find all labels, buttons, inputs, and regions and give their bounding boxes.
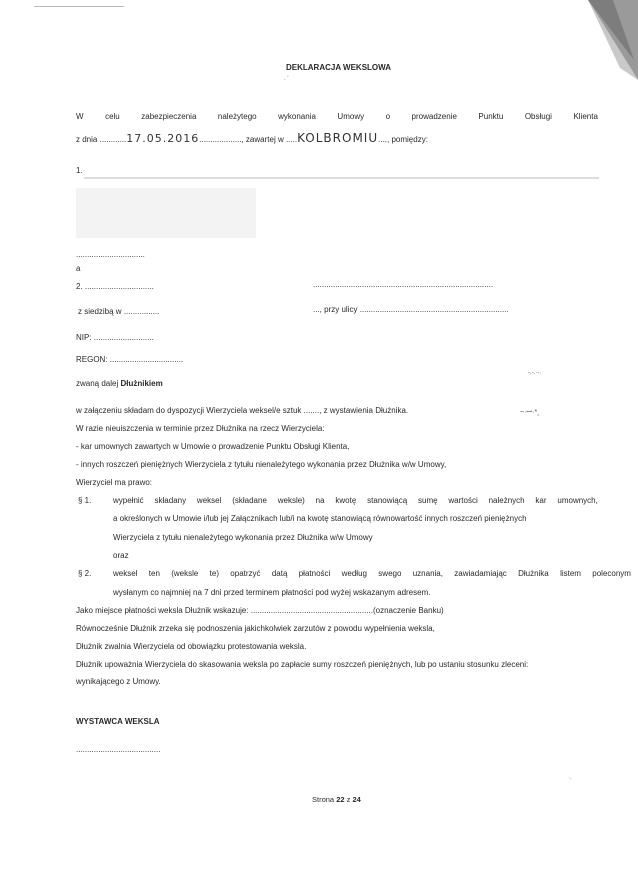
paragraph1-line-1: [113, 496, 598, 505]
paragraph1-word: umownych,: [557, 496, 598, 505]
scan-speck: ·,: [568, 775, 572, 781]
scan-mark: -.-.·-.: [528, 370, 541, 376]
paragraph1-word: na: [315, 496, 325, 505]
paragraph1-word: (składane: [232, 496, 267, 505]
intro-word: prowadzenie: [411, 112, 457, 121]
city-handwritten: KOLBROMIU: [297, 131, 379, 145]
footer-page: 22: [336, 795, 345, 804]
city-dots-after: ....: [378, 135, 388, 144]
party2-street: [313, 305, 509, 314]
street-prefix: ..., przy ulicy: [313, 305, 358, 314]
paragraph2-word: te): [209, 569, 219, 578]
paragraph2-word: uznania,: [412, 569, 443, 578]
scan-top-line: [34, 6, 124, 7]
intro-word: zabezpieczenia: [141, 112, 197, 121]
seat-label: z siedzibą w: [78, 307, 122, 316]
scan-speck: . ': [284, 76, 289, 82]
date-dots-before: ............: [99, 135, 127, 144]
paragraph1-word: weksel: [196, 496, 222, 505]
debtor-line: [76, 379, 163, 388]
paragraph2-label: § 2.: [78, 569, 92, 578]
party2-number-dots: ...............................: [84, 282, 154, 291]
nip-line: [76, 333, 154, 342]
paragraph2-line-2: wysłanym co najmniej na 7 dni przed terminem płatności pod wyżej wskazanym adresem.: [113, 588, 431, 597]
party2-number: [76, 282, 154, 291]
party2-right-dots: .................................................................................: [313, 280, 494, 289]
footer-prefix: Strona: [312, 795, 335, 804]
paragraph2-word: ten: [148, 569, 160, 578]
paragraph1-word: należnych: [488, 496, 525, 505]
authorize-line-2: wynikającego z Umowy.: [76, 677, 161, 686]
footer-separator: z: [346, 795, 351, 804]
attachment-text: w załączeniu składam do dyspozycji Wierzyciela weksel/e sztuk ......., z wystawienia Dłużnika.: [76, 406, 409, 415]
intro-line-2: [76, 131, 428, 145]
intro-word: Umowy: [337, 112, 365, 121]
paragraph1-word: weksle): [277, 496, 305, 505]
paragraph2-word: datą: [271, 569, 288, 578]
paragraph2-word: swego: [378, 569, 402, 578]
party2-number-label: 2.: [76, 282, 83, 291]
paragraph1-word: stanowiącą: [367, 496, 408, 505]
bullet-item: - innych roszczeń pieniężnych Wierzyciela z tytułu nienależytego wykonania przez Dłużnika w/w Umowy,: [76, 460, 447, 469]
paragraph1-word: sumę: [418, 496, 438, 505]
scan-mark: ~·ꟷ·*ꞈ: [520, 409, 540, 416]
intro-word: Punktu: [478, 112, 504, 121]
paragraph2-word: poleconym: [592, 569, 631, 578]
intro-word: Obsługi: [524, 112, 552, 121]
folded-corner: [568, 0, 638, 80]
party2-seat: [78, 307, 159, 316]
paragraph2-word: według: [341, 569, 367, 578]
regon-line: [76, 355, 183, 364]
paragraph2-word: weksel: [113, 569, 138, 578]
paragraph2-word: płatności: [298, 569, 331, 578]
waiver-1: Równocześnie Dłużnik zrzeka się podnoszenia jakichkolwiek zarzutów z powodu wypełnienia weksla,: [76, 624, 435, 633]
between-text: , pomiędzy:: [387, 135, 428, 144]
waiver-2: Dłużnik zwalnia Wierzyciela od obowiązku protestowania weksla.: [76, 642, 307, 651]
redacted-line: [84, 177, 599, 179]
paragraph1-line-2: a określonych w Umowie i/lub jej Załącznikach lub/i na kwotę stanowiącą równowartość innych roszczeń pieniężnych: [113, 514, 527, 523]
paragraph1-word: wartości: [448, 496, 478, 505]
document-title: DEKLARACJA WEKSLOWA: [286, 63, 392, 72]
paragraph2-word: (weksle: [171, 569, 199, 578]
intro-word: wykonania: [278, 112, 316, 121]
street-dots: ...................................................................: [359, 305, 509, 314]
paragraph2-line-1: [113, 569, 631, 578]
seat-dots: ................: [123, 307, 160, 316]
paragraph1-word: kwotę: [335, 496, 357, 505]
date-handwritten: 17.05.2016: [126, 132, 200, 145]
paragraph1-label: § 1.: [78, 496, 92, 505]
redaction-block: [76, 188, 256, 238]
date-prefix: z dnia: [76, 135, 98, 144]
page-footer: [312, 795, 361, 804]
date-dots-after: ...................: [199, 135, 242, 144]
intro-word: należytego: [217, 112, 257, 121]
bullet-item: - kar umownych zawartych w Umowie o prowadzenie Punktu Obsługi Klienta,: [76, 442, 350, 451]
nip-label: NIP:: [76, 333, 92, 342]
party1-number: 1.: [76, 166, 83, 175]
intro-line-1: [76, 112, 598, 121]
paragraph1-word: wypełnić: [113, 496, 144, 505]
intro-word: celu: [105, 112, 120, 121]
paragraph1-line-3: Wierzyciela z tytułu nienależytego wykonania przez Dłużnika w/w Umowy: [113, 533, 373, 542]
regon-dots: .................................: [109, 355, 184, 364]
nonpayment-text: W razie nieuiszczenia w terminie przez Dłużnika na rzecz Wierzyciela:: [76, 424, 325, 433]
city-dots-before: .....: [285, 135, 298, 144]
intro-word: o: [385, 112, 391, 121]
paragraph2-word: Dłużnika: [518, 569, 549, 578]
issuer-signature-dots: ......................................: [76, 745, 161, 754]
party-connector: a: [76, 264, 81, 273]
paragraph1-line-4: oraz: [113, 551, 129, 560]
debtor-prefix: zwaną dalej: [76, 379, 119, 388]
authorize-line-1: Dłużnik upoważnia Wierzyciela do skasowania weksla po zapłacie sumy roszczeń pieniężnych, lub po ustaniu stosunku zleceni:: [76, 660, 529, 669]
creditor-rights: Wierzyciel ma prawo:: [76, 478, 153, 487]
paragraph1-word: kar: [535, 496, 547, 505]
paragraph2-word: opatrzyć: [230, 569, 261, 578]
intro-word: Klienta: [573, 112, 598, 121]
paragraph2-word: listem: [560, 569, 581, 578]
party1-dots: ...............................: [76, 250, 145, 259]
payment-place: Jako miejsce płatności weksla Dłużnik wskazuje: .......................................................(oznaczenie Banku): [76, 606, 444, 615]
footer-total: 24: [352, 795, 361, 804]
nip-dots: ...........................: [93, 333, 154, 342]
issuer-label: WYSTAWCA WEKSLA: [76, 717, 160, 726]
paragraph1-word: składany: [154, 496, 187, 505]
concluded-in-text: , zawartej w: [241, 135, 284, 144]
regon-label: REGON:: [76, 355, 108, 364]
paragraph2-word: zawiadamiając: [454, 569, 507, 578]
debtor-name: Dłużnikiem: [120, 379, 163, 388]
intro-word: W: [76, 112, 84, 121]
